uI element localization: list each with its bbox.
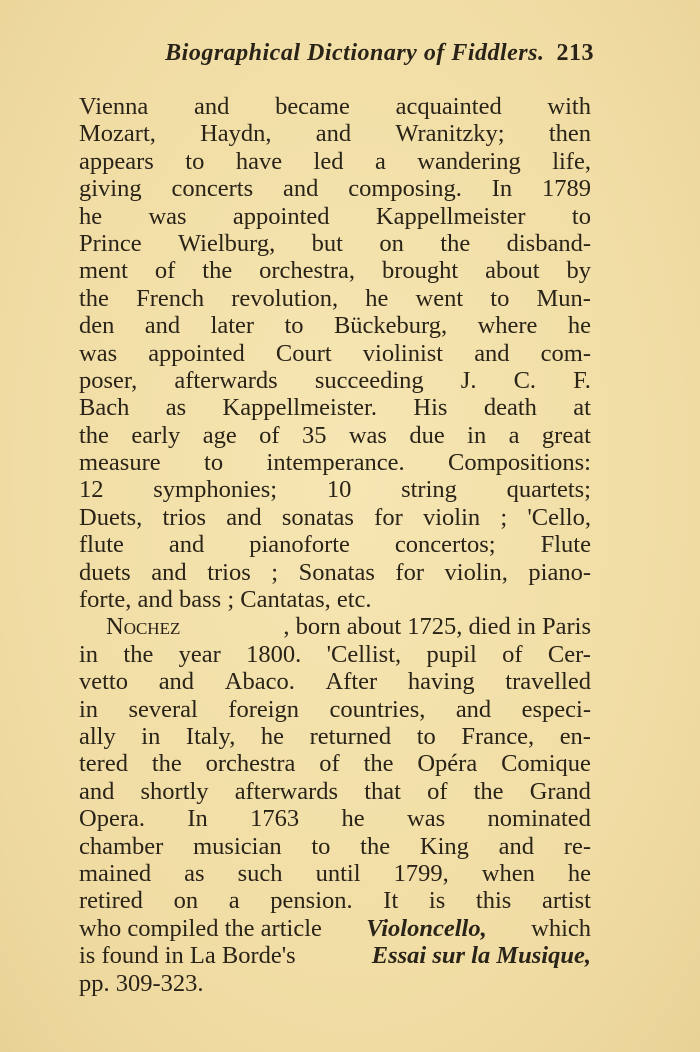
text-line: Bach as Kappellmeister. His death at [79, 394, 591, 422]
entry-name: Nochez [106, 613, 181, 641]
text-line [79, 613, 591, 640]
text-line: Duets, trios and sonatas for violin ; 'Cello, [79, 503, 591, 531]
paragraph-2 [79, 613, 591, 996]
running-header [60, 40, 594, 67]
text-line: measure to intemperance. Compositions: [79, 449, 591, 477]
text-line: the French revolution, he went to Mun- [79, 284, 591, 312]
page-number: 213 [556, 40, 594, 66]
body-text [79, 93, 591, 997]
text-line: poser, afterwards succeeding J. C. F. [79, 366, 591, 394]
text-line: forte, and bass ; Cantatas, etc. [79, 586, 372, 614]
text-line: Prince Wielburg, but on the disband- [79, 229, 591, 257]
text-line: retired on a pension. It is this artist [79, 887, 591, 915]
text-line: was appointed Court violinist and com- [79, 339, 591, 367]
text-line: ally in Italy, he returned to France, en- [79, 722, 591, 750]
text-line: 12 symphonies; 10 string quartets; [79, 476, 591, 504]
text-line: tered the orchestra of the Opéra Comique [79, 750, 591, 778]
text-line: flute and pianoforte concertos; Flute [79, 531, 591, 559]
header-title: Biographical Dictionary of Fiddlers. [165, 40, 545, 66]
text-line: chamber musician to the King and re- [79, 832, 591, 860]
article-title: Violoncello, [366, 914, 487, 942]
text-line: Opera. In 1763 he was nominated [79, 805, 591, 833]
text-line: den and later to Bückeburg, where he [79, 312, 591, 340]
text-line: he was appointed Kappellmeister to [79, 202, 591, 230]
book-title: Essai sur la Musique, [371, 942, 591, 970]
text-line: Vienna and became acquainted with [79, 93, 591, 120]
text-line: pp. 309-323. [79, 969, 204, 997]
text-line: duets and trios ; Sonatas for violin, piano- [79, 558, 591, 586]
text-line: in the year 1800. 'Cellist, pupil of Cer- [79, 640, 591, 668]
text-line: in several foreign countries, and especi- [79, 695, 591, 723]
text-line: who compiled the article Violoncello, which [79, 914, 591, 942]
text-line: Mozart, Haydn, and Wranitzky; then [79, 120, 591, 148]
text-line: mained as such until 1799, when he [79, 859, 591, 887]
text-line: appears to have led a wandering life, [79, 147, 591, 175]
paragraph-1 [79, 93, 591, 613]
text-line: is found in La Borde's Essai sur la Musique, [79, 942, 591, 970]
text-line: giving concerts and composing. In 1789 [79, 175, 591, 203]
text-line: ment of the orchestra, brought about by [79, 257, 591, 285]
text-line: and shortly afterwards that of the Grand [79, 777, 591, 805]
text-line: the early age of 35 was due in a great [79, 421, 591, 449]
entry-first-line: , born about 1725, died in Paris [283, 613, 591, 641]
text-line: vetto and Abaco. After having travelled [79, 668, 591, 696]
